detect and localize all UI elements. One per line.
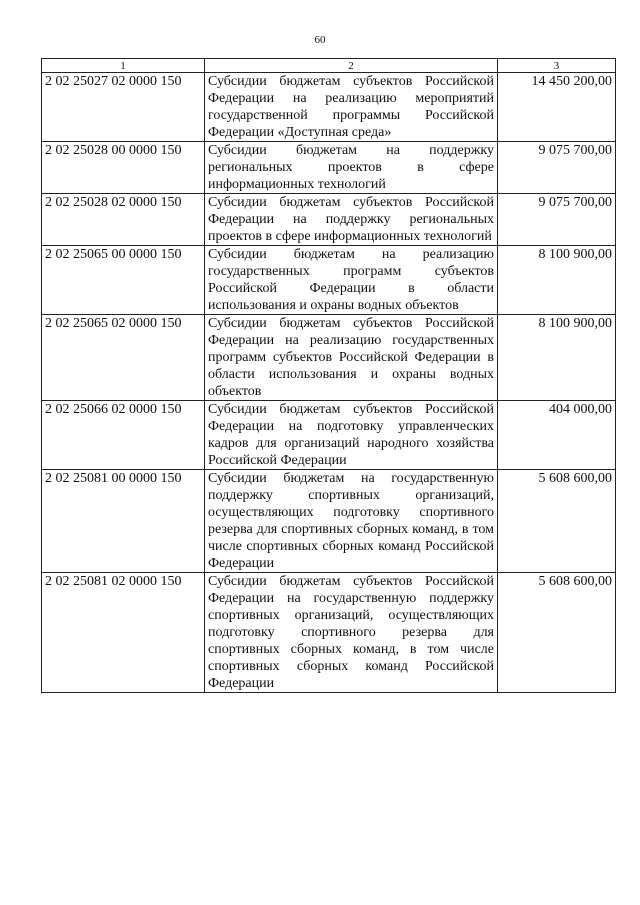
budget-code: 2 02 25028 02 0000 150	[42, 194, 205, 246]
column-header-amount: 3	[498, 59, 616, 73]
budget-description: Субсидии бюджетам субъектов Российской Федерации на поддержку региональных проектов в сфере информационных технологий	[205, 194, 498, 246]
budget-description: Субсидии бюджетам на реализацию государственных программ субъектов Российской Федерации в области использования и охраны водных объектов	[205, 246, 498, 315]
budget-amount: 404 000,00	[498, 401, 616, 470]
budget-amount: 8 100 900,00	[498, 246, 616, 315]
column-header-code: 1	[42, 59, 205, 73]
page-number: 60	[314, 34, 326, 46]
budget-description: Субсидии бюджетам субъектов Российской Федерации на реализацию государственных программ субъектов Российской Федерации в области использования и охраны водных объектов	[205, 315, 498, 401]
table-row	[42, 194, 616, 246]
budget-amount: 5 608 600,00	[498, 470, 616, 573]
budget-amount: 9 075 700,00	[498, 194, 616, 246]
budget-description: Субсидии бюджетам субъектов Российской Федерации на подготовку управленческих кадров для организаций народного хозяйства Российской Федерации	[205, 401, 498, 470]
budget-amount: 9 075 700,00	[498, 142, 616, 194]
budget-description: Субсидии бюджетам субъектов Российской Федерации на реализацию мероприятий государственной программы Российской Федерации «Доступная среда»	[205, 73, 498, 142]
budget-code: 2 02 25027 02 0000 150	[42, 73, 205, 142]
column-header-description: 2	[205, 59, 498, 73]
budget-description: Субсидии бюджетам на государственную поддержку спортивных организаций, осуществляющих подготовку спортивного резерва для спортивных сборных команд, в том числе спортивных сборных команд Российской Федерации	[205, 470, 498, 573]
table-header-row	[42, 59, 616, 73]
budget-description: Субсидии бюджетам субъектов Российской Федерации на государственную поддержку спортивных организаций, осуществляющих подготовку спортивного резерва для спортивных сборных команд, в том числе спортивных сборных команд Российской Федерации	[205, 573, 498, 693]
table-row	[42, 142, 616, 194]
budget-code: 2 02 25065 00 0000 150	[42, 246, 205, 315]
table-row	[42, 573, 616, 693]
budget-code: 2 02 25081 02 0000 150	[42, 573, 205, 693]
table-row	[42, 470, 616, 573]
budget-table	[41, 58, 616, 693]
budget-code: 2 02 25065 02 0000 150	[42, 315, 205, 401]
table-row	[42, 315, 616, 401]
budget-amount: 5 608 600,00	[498, 573, 616, 693]
budget-amount: 14 450 200,00	[498, 73, 616, 142]
budget-code: 2 02 25028 00 0000 150	[42, 142, 205, 194]
table-row	[42, 73, 616, 142]
budget-code: 2 02 25066 02 0000 150	[42, 401, 205, 470]
table-row	[42, 401, 616, 470]
table-row	[42, 246, 616, 315]
budget-amount: 8 100 900,00	[498, 315, 616, 401]
budget-code: 2 02 25081 00 0000 150	[42, 470, 205, 573]
budget-description: Субсидии бюджетам на поддержку региональных проектов в сфере информационных технологий	[205, 142, 498, 194]
